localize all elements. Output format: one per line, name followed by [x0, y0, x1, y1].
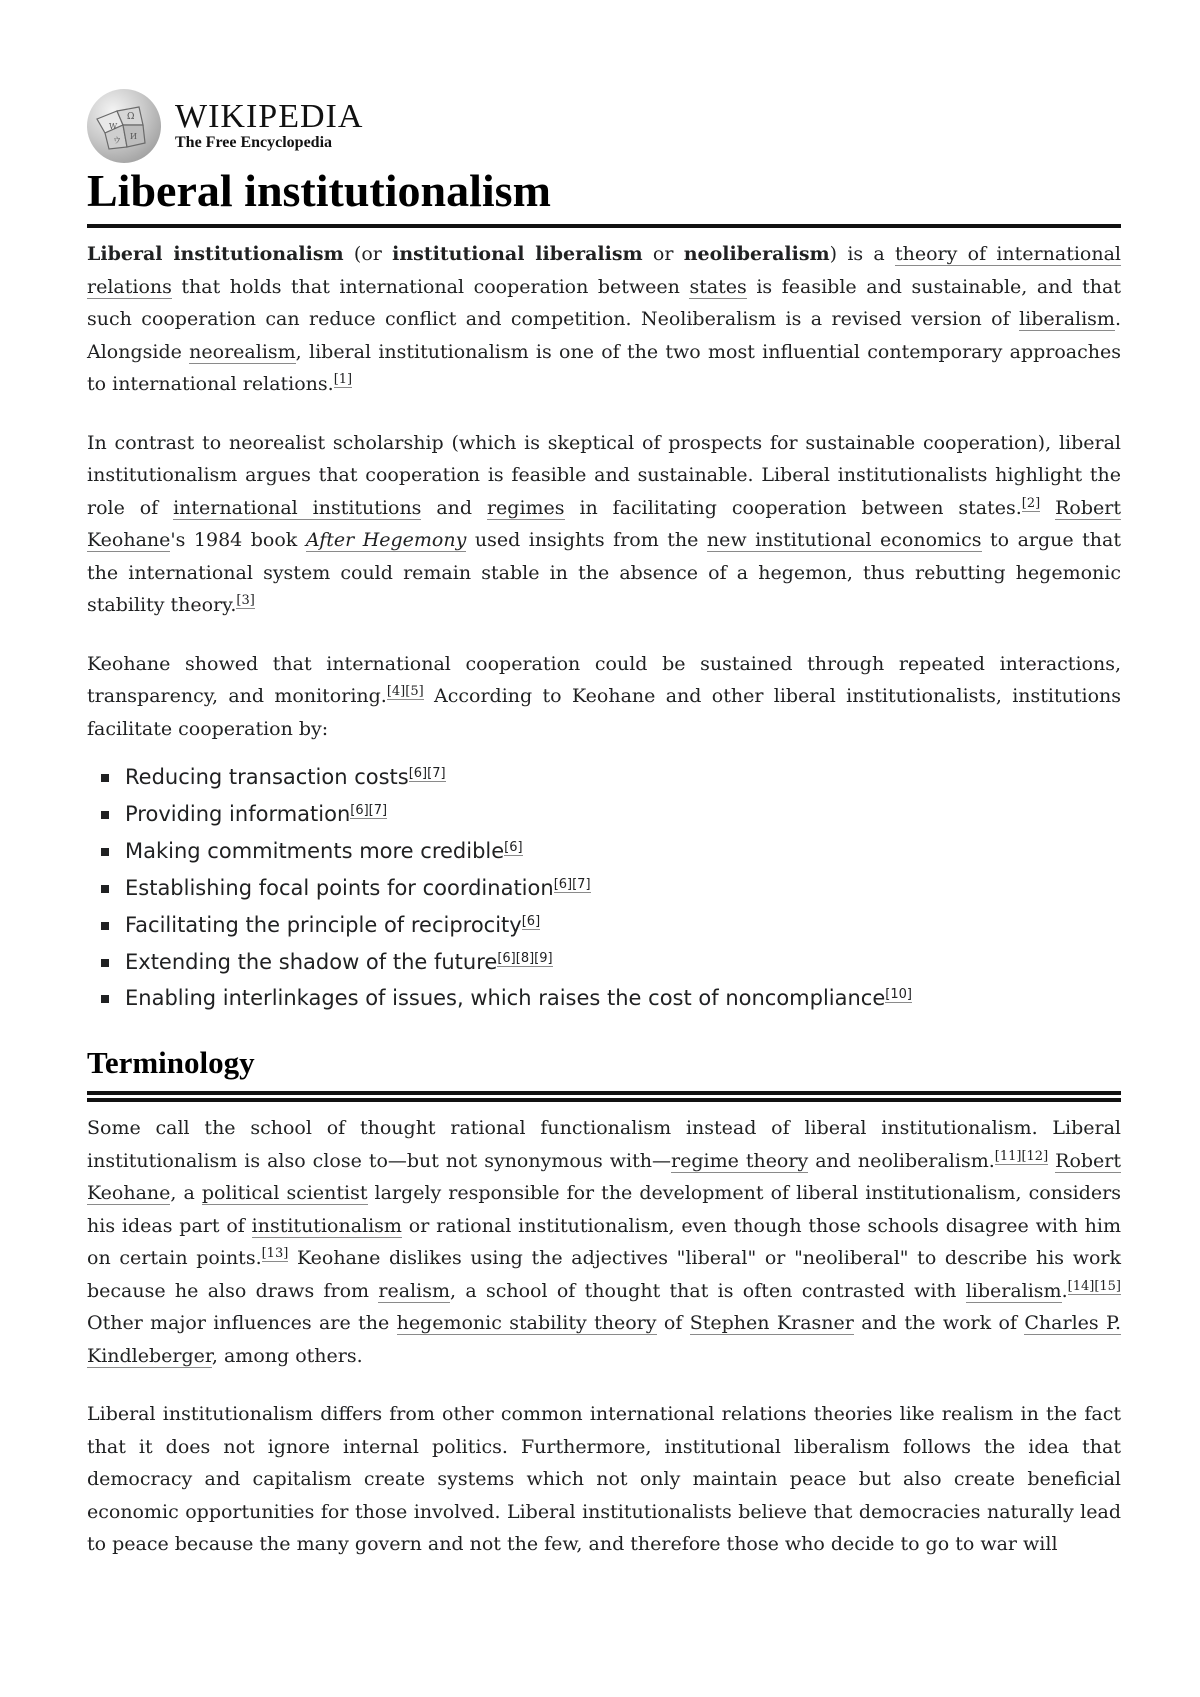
link-realism[interactable]: realism [378, 1279, 450, 1302]
citation-ref[interactable]: [13] [261, 1246, 289, 1262]
intro-paragraph [87, 238, 1121, 401]
citation-ref[interactable]: [6][8][9] [497, 950, 553, 966]
text-run: , liberal institutionalism is one of the two most influential contemporary approaches to international relations. [87, 340, 1121, 395]
citation-ref[interactable]: [3] [236, 593, 255, 608]
text-run: ) is a [829, 243, 895, 265]
terminology-paragraph [87, 1112, 1121, 1372]
citation-ref[interactable] [1068, 1279, 1121, 1295]
bullet-square-icon [101, 995, 109, 1003]
list-item [101, 980, 1121, 1017]
wordmark-tagline: The Free Encyclopedia [175, 134, 333, 151]
cooperation-list [87, 759, 1121, 1017]
citation-ref[interactable] [387, 684, 424, 700]
ref-text: [4] [386, 684, 406, 699]
list-item-text: Enabling interlinkages of issues, which raises the cost of noncompliance [125, 986, 886, 1011]
list-item-text: Facilitating the principle of reciprocity [125, 912, 522, 937]
link-institutionalism[interactable]: institutionalism [251, 1214, 402, 1237]
list-item-text: Establishing focal points for coordination [125, 875, 554, 900]
link-neorealism[interactable]: neorealism [189, 340, 296, 363]
link-hegemonic-stability-theory[interactable]: hegemonic stability theory [396, 1312, 657, 1335]
ref-text: [5] [405, 684, 424, 699]
text-run: or rational institutionalism, even though those schools disagree with him on certain points. [87, 1214, 1121, 1270]
ref-text: [14] [1067, 1278, 1095, 1294]
link-international-institutions[interactable]: international institutions [173, 496, 422, 519]
bullet-square-icon [101, 959, 109, 967]
link-new-institutional-economics[interactable]: new institutional economics [706, 529, 982, 551]
text-run: Other major influences are the [87, 1312, 397, 1335]
text-run: in facilitating cooperation between states. [564, 496, 1022, 519]
text-run: to argue that the international system could remain stable in the absence of a hegemon, thus rebutting hegemonic stability theory. [87, 529, 1121, 616]
text-run: According to Keohane and other liberal institutionalists, institutions facilitate cooperation by: [87, 685, 1121, 740]
list-item-text: Extending the shadow of the future [125, 949, 498, 974]
svg-text:W: W [109, 122, 118, 131]
svg-text:И: И [130, 132, 137, 141]
text-run: Some call the school of thought rational functionalism instead of liberal institutionalism. Liberal institutionalism is also close to—but not synonymous with— [87, 1117, 1121, 1172]
differences-paragraph: Liberal institutionalism differs from other common international relations theories like realism in the fact that it does not ignore internal politics. Furthermore, institutional liberalism follows the idea that democracy and capitalism create systems which not only maintain peace but also create beneficial economic opportunities for those involved. Liberal institutionalists believe that democracies naturally lead to peace because the many govern and not the few, and therefore those who decide to go to war will [87, 1403, 1121, 1556]
list-item [101, 833, 1121, 870]
text-run: . [1061, 1279, 1068, 1302]
bold-term: neoliberalism [683, 243, 830, 265]
list-item [101, 870, 1121, 907]
citation-ref[interactable]: [6] [504, 839, 523, 855]
text-run: Keohane dislikes using the adjectives "liberal" or "neoliberal" to describe his work because he also draws from [87, 1247, 1121, 1302]
citation-ref[interactable] [995, 1149, 1048, 1165]
ref-text: [15] [1094, 1278, 1121, 1294]
bullet-square-icon [101, 811, 109, 819]
link-charles-kindleberger[interactable]: Charles P. Kindleberger [87, 1312, 1122, 1367]
bullet-square-icon [101, 774, 109, 782]
bullet-square-icon [101, 848, 109, 856]
list-item-text: Reducing transaction costs [125, 765, 409, 789]
text-run: used insights from the [466, 529, 707, 551]
svg-text:Ω: Ω [127, 112, 135, 122]
link-political-scientist[interactable]: political scientist [201, 1182, 368, 1205]
title-divider [87, 224, 1121, 228]
link-states[interactable]: states [689, 275, 747, 298]
text-run: or [642, 243, 684, 265]
citation-ref[interactable]: [10] [885, 987, 912, 1003]
puzzle-globe-icon [87, 89, 161, 163]
text-run: and neoliberalism. [808, 1149, 995, 1172]
text-run: In contrast to neorealist scholarship (which is skeptical of prospects for sustainable cooperation), liberal institutionalism argues that cooperation is feasible and sustainable. Liberal institutionalists highlight the role of [87, 431, 1121, 519]
text-run: largely responsible for the development of liberal institutionalism, considers his ideas part of [87, 1182, 1121, 1237]
text-run: and the work of [853, 1312, 1025, 1335]
svg-text:ウ: ウ [113, 136, 121, 145]
list-item [101, 944, 1121, 981]
text-run: of [656, 1312, 690, 1335]
text-run: and [421, 496, 487, 519]
text-run: 's 1984 book [170, 529, 306, 551]
link-regimes[interactable]: regimes [486, 496, 565, 519]
text-run: is feasible and sustainable, and that such cooperation can reduce conflict and competition. Neoliberalism is a revised version of [87, 275, 1121, 330]
text-run: , a [170, 1182, 202, 1205]
citation-ref[interactable]: [6][7] [553, 876, 591, 892]
bullet-square-icon [101, 885, 109, 893]
text-run [1040, 497, 1055, 519]
list-item [101, 907, 1121, 944]
wordmark [175, 100, 363, 152]
bold-term: Liberal institutionalism [87, 243, 344, 265]
link-liberalism[interactable]: liberalism [965, 1279, 1062, 1302]
text-run: (or [343, 243, 393, 265]
bullet-square-icon [101, 922, 109, 930]
link-text: After Hegemony [305, 529, 467, 551]
text-run: , a school of thought that is often contrasted with [449, 1279, 966, 1302]
ref-text: [11] [994, 1148, 1022, 1164]
wordmark-name: WIKIPEDIA [175, 98, 364, 135]
link-after-hegemony[interactable] [306, 529, 467, 552]
link-liberalism[interactable]: liberalism [1019, 308, 1115, 330]
citation-ref[interactable]: [1] [333, 372, 353, 387]
list-item [101, 796, 1121, 833]
contrast-paragraph [87, 427, 1121, 622]
link-theory-of-international-relations[interactable]: theory of international relations [87, 243, 1121, 298]
citation-ref[interactable]: [2] [1021, 495, 1041, 511]
bold-term: institutional liberalism [392, 243, 643, 265]
text-run: Keohane showed that international cooperation could be sustained through repeated interactions, transparency, and monitoring. [87, 652, 1121, 707]
citation-ref[interactable]: [6][7] [350, 802, 388, 818]
text-run: . Alongside [87, 308, 1121, 363]
list-item [101, 759, 1121, 796]
link-robert-keohane[interactable]: Robert Keohane [87, 496, 1121, 551]
list-item-text: Providing information [125, 801, 351, 826]
link-regime-theory[interactable]: regime theory [671, 1149, 809, 1172]
section-divider [87, 1091, 1121, 1102]
cooperation-paragraph [87, 648, 1121, 746]
link-robert-keohane[interactable]: Robert Keohane [87, 1149, 1122, 1205]
list-item-text: Making commitments more credible [125, 838, 505, 863]
section-heading-terminology: Terminology [87, 1045, 255, 1081]
text-run: , among others. [211, 1344, 363, 1367]
ref-text: [12] [1021, 1148, 1049, 1164]
wikipedia-logo[interactable] [87, 88, 1121, 164]
page-title: Liberal institutionalism [87, 165, 551, 216]
text-run: that holds that international cooperation between [171, 275, 690, 298]
citation-ref[interactable]: [6] [521, 913, 541, 929]
citation-ref[interactable]: [6][7] [408, 766, 446, 781]
article-page [87, 88, 1121, 1587]
link-stephen-krasner[interactable]: Stephen Krasner [689, 1312, 854, 1335]
